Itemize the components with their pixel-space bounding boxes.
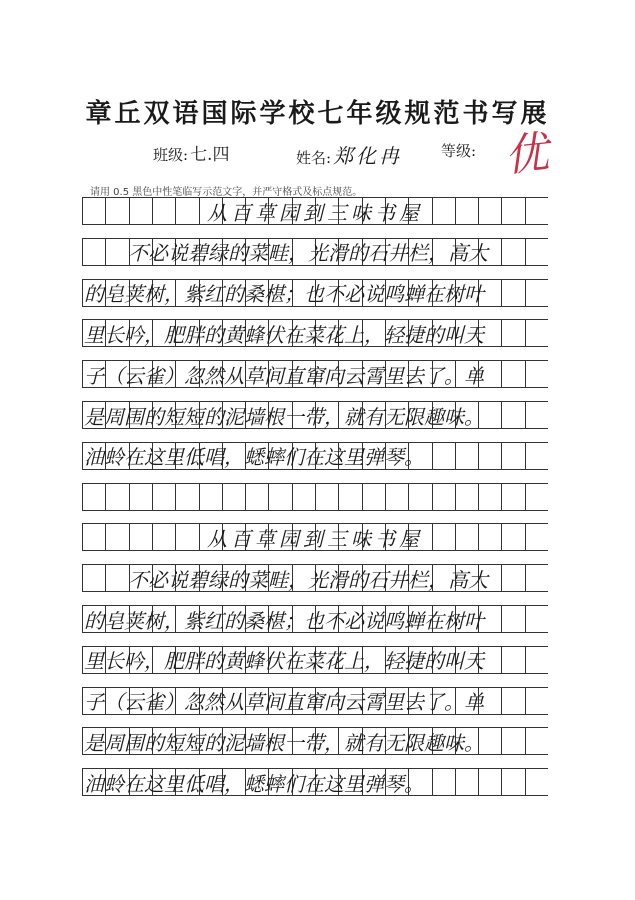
text-line: 油蛉在这里低唱，蟋蟀们在这里弹琴。 <box>84 771 424 796</box>
grid-row <box>82 768 548 796</box>
grid-row <box>82 727 548 755</box>
text-line: 里长吟，肥胖的黄蜂伏在菜花上，轻捷的叫天 <box>84 649 484 674</box>
name-field <box>296 140 402 169</box>
grid-row <box>82 279 548 307</box>
text-line: 子（云雀）忽然从草间直窜向云霄里去了。单 <box>84 363 484 388</box>
grid-row <box>82 442 548 470</box>
class-value: 七.四 <box>190 145 230 165</box>
class-field <box>153 140 229 165</box>
text-line: 子（云雀）忽然从草间直窜向云霄里去了。单 <box>84 690 484 715</box>
grid-row <box>82 319 548 347</box>
text-line: 是周围的短短的泥墙根一带，就有无限趣味。 <box>84 404 484 429</box>
grid-row <box>82 564 548 592</box>
text-line: 是周围的短短的泥墙根一带，就有无限趣味。 <box>84 730 484 755</box>
grade-value: 优 <box>501 126 552 183</box>
text-line: 的皂荚树，紫红的桑椹；也不必说鸣蝉在树叶 <box>84 608 484 633</box>
essay-title: 从百草园到三味书屋 <box>207 200 423 225</box>
text-line: 油蛉在这里低唱，蟋蟀们在这里弹琴。 <box>84 445 424 470</box>
name-label: 姓名: <box>296 149 332 167</box>
grid-row <box>82 687 548 715</box>
class-label: 班级: <box>153 146 189 164</box>
essay-title: 从百草园到三味书屋 <box>207 526 423 551</box>
text-line <box>82 484 548 510</box>
writing-grid <box>82 197 548 805</box>
page-title: 章丘双语国际学校七年级规范书写展 <box>85 99 550 129</box>
text-line: 不必说碧绿的菜畦，光滑的石井栏，高大 <box>128 567 488 592</box>
text-line: 的皂荚树，紫红的桑椹；也不必说鸣蝉在树叶 <box>84 282 484 307</box>
grade-field <box>441 140 476 161</box>
grid-row <box>82 605 548 633</box>
text-line: 里长吟，肥胖的黄蜂伏在菜花上，轻捷的叫天 <box>84 322 484 347</box>
grid-row <box>82 523 548 551</box>
instruction-text: 请用 0.5 黑色中性笔临写示范文字，并严守格式及标点规范。 <box>90 187 363 198</box>
name-value: 郑化冉 <box>333 144 403 168</box>
grid-row <box>82 401 548 429</box>
grid-row <box>82 646 548 674</box>
text-line: 不必说碧绿的菜畦，光滑的石井栏，高大 <box>128 241 488 266</box>
grid-row <box>82 483 548 511</box>
grid-row <box>82 238 548 266</box>
grade-label: 等级: <box>441 142 477 160</box>
grid-row <box>82 197 548 225</box>
grid-row <box>82 360 548 388</box>
